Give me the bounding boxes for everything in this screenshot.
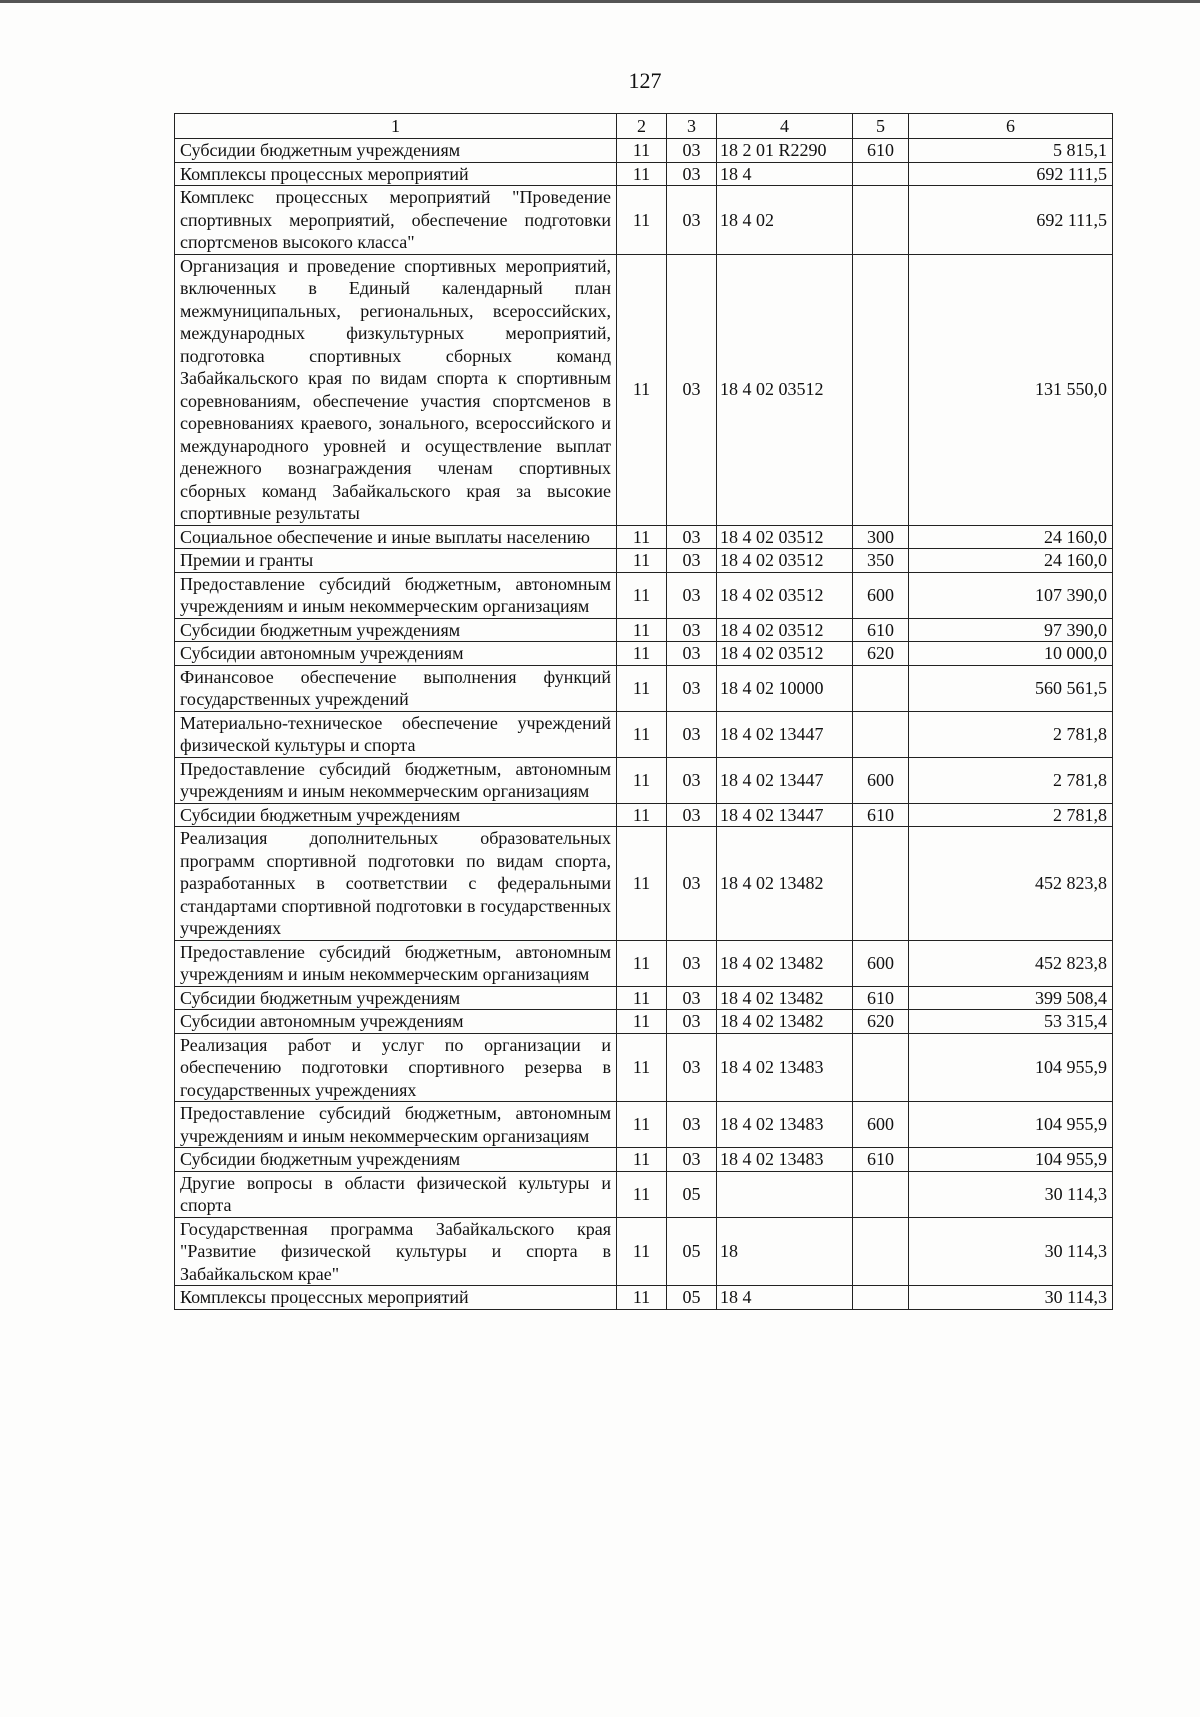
row-subsection: 03	[667, 254, 717, 525]
table-row	[175, 986, 1113, 1010]
row-subsection: 03	[667, 1010, 717, 1034]
row-expense-type	[853, 186, 909, 255]
row-expense-type: 620	[853, 642, 909, 666]
table-row	[175, 940, 1113, 986]
row-section: 11	[617, 803, 667, 827]
row-target-code: 18	[717, 1217, 853, 1286]
row-target-code: 18 4 02 03512	[717, 525, 853, 549]
row-section: 11	[617, 139, 667, 163]
row-expense-type: 610	[853, 1148, 909, 1172]
row-subsection: 05	[667, 1171, 717, 1217]
row-name: Субсидии бюджетным учреждениям	[175, 1148, 617, 1172]
row-subsection: 03	[667, 1033, 717, 1102]
row-amount: 5 815,1	[909, 139, 1113, 163]
row-amount: 2 781,8	[909, 803, 1113, 827]
table-header-row	[175, 114, 1113, 139]
row-target-code: 18 4 02 13447	[717, 803, 853, 827]
row-subsection: 05	[667, 1286, 717, 1310]
row-expense-type	[853, 1217, 909, 1286]
row-section: 11	[617, 186, 667, 255]
row-expense-type: 620	[853, 1010, 909, 1034]
row-name: Предоставление субсидий бюджетным, автономным учреждениям и иным некоммерческим организациям	[175, 940, 617, 986]
row-amount: 24 160,0	[909, 525, 1113, 549]
row-expense-type: 600	[853, 757, 909, 803]
row-subsection: 03	[667, 549, 717, 573]
row-subsection: 03	[667, 803, 717, 827]
row-section: 11	[617, 618, 667, 642]
row-expense-type	[853, 665, 909, 711]
row-expense-type: 600	[853, 572, 909, 618]
row-name: Субсидии бюджетным учреждениям	[175, 986, 617, 1010]
table-row	[175, 1171, 1113, 1217]
row-section: 11	[617, 1171, 667, 1217]
row-target-code: 18 4 02 10000	[717, 665, 853, 711]
row-expense-type	[853, 1286, 909, 1310]
row-subsection: 03	[667, 940, 717, 986]
row-section: 11	[617, 1033, 667, 1102]
table-row	[175, 525, 1113, 549]
row-target-code: 18 4 02	[717, 186, 853, 255]
row-target-code: 18 4 02 13483	[717, 1148, 853, 1172]
row-target-code: 18 4 02 13482	[717, 940, 853, 986]
row-section: 11	[617, 642, 667, 666]
table-row	[175, 572, 1113, 618]
row-target-code: 18 4 02 13447	[717, 711, 853, 757]
row-section: 11	[617, 940, 667, 986]
row-name: Реализация работ и услуг по организации и обеспечению подготовки спортивного резерва в государственных учреждениях	[175, 1033, 617, 1102]
row-expense-type: 600	[853, 940, 909, 986]
row-subsection: 03	[667, 711, 717, 757]
column-header-amount: 6	[909, 114, 1113, 139]
table-row	[175, 618, 1113, 642]
row-target-code: 18 4 02 13482	[717, 1010, 853, 1034]
row-expense-type: 610	[853, 618, 909, 642]
row-amount: 24 160,0	[909, 549, 1113, 573]
row-amount: 10 000,0	[909, 642, 1113, 666]
row-name: Субсидии бюджетным учреждениям	[175, 618, 617, 642]
column-header-subsection: 3	[667, 114, 717, 139]
row-section: 11	[617, 1286, 667, 1310]
row-amount: 104 955,9	[909, 1148, 1113, 1172]
row-name: Комплексы процессных мероприятий	[175, 162, 617, 186]
row-amount: 131 550,0	[909, 254, 1113, 525]
row-amount: 399 508,4	[909, 986, 1113, 1010]
page-top-edge	[0, 0, 1200, 3]
row-expense-type	[853, 1171, 909, 1217]
row-section: 11	[617, 525, 667, 549]
row-amount: 452 823,8	[909, 827, 1113, 941]
row-target-code: 18 4	[717, 1286, 853, 1310]
row-amount: 107 390,0	[909, 572, 1113, 618]
row-expense-type: 600	[853, 1102, 909, 1148]
row-amount: 104 955,9	[909, 1033, 1113, 1102]
row-expense-type: 610	[853, 139, 909, 163]
row-target-code: 18 4 02 13482	[717, 986, 853, 1010]
row-subsection: 03	[667, 1102, 717, 1148]
row-amount: 30 114,3	[909, 1171, 1113, 1217]
row-section: 11	[617, 254, 667, 525]
row-amount: 560 561,5	[909, 665, 1113, 711]
row-target-code: 18 4 02 03512	[717, 572, 853, 618]
row-section: 11	[617, 711, 667, 757]
row-target-code: 18 4 02 13483	[717, 1102, 853, 1148]
row-name: Другие вопросы в области физической культуры и спорта	[175, 1171, 617, 1217]
row-expense-type: 610	[853, 986, 909, 1010]
row-name: Организация и проведение спортивных мероприятий, включенных в Единый календарный план межмуниципальных, региональных, всероссийских, международных физкультурных мероприятий, подготовка спортивных сборных команд Забайкальского края по видам спорта к спортивным соревнованиям, обеспечение участия спортсменов в соревнованиях краевого, зонального, всероссийского и международного уровней и осуществление выплат денежного вознаграждения членам спортивных сборных команд Забайкальского края за высокие спортивные результаты	[175, 254, 617, 525]
row-name: Государственная программа Забайкальского края "Развитие физической культуры и спорта в Забайкальском крае"	[175, 1217, 617, 1286]
row-amount: 30 114,3	[909, 1286, 1113, 1310]
row-name: Материально-техническое обеспечение учреждений физической культуры и спорта	[175, 711, 617, 757]
budget-table	[174, 113, 1113, 1310]
row-amount: 53 315,4	[909, 1010, 1113, 1034]
table-row	[175, 139, 1113, 163]
row-expense-type	[853, 254, 909, 525]
row-target-code: 18 4 02 03512	[717, 549, 853, 573]
row-name: Реализация дополнительных образовательных программ спортивной подготовки по видам спорта, разработанных в соответствии с федеральными стандартами спортивной подготовки в государственных учреждениях	[175, 827, 617, 941]
table-row	[175, 1102, 1113, 1148]
row-name: Предоставление субсидий бюджетным, автономным учреждениям и иным некоммерческим организациям	[175, 1102, 617, 1148]
row-target-code: 18 4 02 13447	[717, 757, 853, 803]
row-amount: 452 823,8	[909, 940, 1113, 986]
row-amount: 692 111,5	[909, 162, 1113, 186]
table-row	[175, 1033, 1113, 1102]
row-name: Финансовое обеспечение выполнения функций государственных учреждений	[175, 665, 617, 711]
row-section: 11	[617, 757, 667, 803]
row-expense-type	[853, 1033, 909, 1102]
row-name: Социальное обеспечение и иные выплаты населению	[175, 525, 617, 549]
row-subsection: 03	[667, 757, 717, 803]
row-target-code: 18 4 02 03512	[717, 642, 853, 666]
column-header-expense-type: 5	[853, 114, 909, 139]
row-subsection: 03	[667, 986, 717, 1010]
table-row	[175, 1217, 1113, 1286]
row-subsection: 03	[667, 618, 717, 642]
row-subsection: 03	[667, 665, 717, 711]
row-subsection: 03	[667, 642, 717, 666]
row-target-code: 18 4 02 03512	[717, 618, 853, 642]
table-row	[175, 711, 1113, 757]
row-target-code: 18 4	[717, 162, 853, 186]
row-name: Субсидии бюджетным учреждениям	[175, 139, 617, 163]
row-subsection: 03	[667, 162, 717, 186]
row-expense-type: 300	[853, 525, 909, 549]
table-row	[175, 827, 1113, 941]
row-name: Субсидии бюджетным учреждениям	[175, 803, 617, 827]
row-target-code: 18 4 02 13482	[717, 827, 853, 941]
table-row	[175, 803, 1113, 827]
row-section: 11	[617, 549, 667, 573]
row-section: 11	[617, 1102, 667, 1148]
row-amount: 2 781,8	[909, 711, 1113, 757]
row-section: 11	[617, 827, 667, 941]
row-amount: 104 955,9	[909, 1102, 1113, 1148]
row-target-code	[717, 1171, 853, 1217]
row-expense-type	[853, 711, 909, 757]
row-target-code: 18 4 02 03512	[717, 254, 853, 525]
row-section: 11	[617, 1217, 667, 1286]
page-number: 127	[628, 68, 662, 93]
row-name: Предоставление субсидий бюджетным, автономным учреждениям и иным некоммерческим организациям	[175, 572, 617, 618]
table-row	[175, 757, 1113, 803]
row-section: 11	[617, 572, 667, 618]
table-row	[175, 665, 1113, 711]
row-name: Премии и гранты	[175, 549, 617, 573]
table-row	[175, 254, 1113, 525]
table-row	[175, 1010, 1113, 1034]
table-row	[175, 186, 1113, 255]
row-expense-type	[853, 162, 909, 186]
row-section: 11	[617, 1010, 667, 1034]
row-section: 11	[617, 1148, 667, 1172]
row-amount: 30 114,3	[909, 1217, 1113, 1286]
column-header-name: 1	[175, 114, 617, 139]
table-body	[175, 139, 1113, 1310]
row-name: Комплексы процессных мероприятий	[175, 1286, 617, 1310]
row-amount: 97 390,0	[909, 618, 1113, 642]
row-subsection: 03	[667, 1148, 717, 1172]
row-amount: 692 111,5	[909, 186, 1113, 255]
row-subsection: 03	[667, 827, 717, 941]
row-subsection: 05	[667, 1217, 717, 1286]
row-target-code: 18 4 02 13483	[717, 1033, 853, 1102]
row-section: 11	[617, 986, 667, 1010]
column-header-target-code: 4	[717, 114, 853, 139]
table-row	[175, 162, 1113, 186]
row-expense-type: 610	[853, 803, 909, 827]
row-subsection: 03	[667, 572, 717, 618]
table-row	[175, 642, 1113, 666]
row-subsection: 03	[667, 525, 717, 549]
row-name: Комплекс процессных мероприятий "Проведение спортивных мероприятий, обеспечение подготовки спортсменов высокого класса"	[175, 186, 617, 255]
row-target-code: 18 2 01 R2290	[717, 139, 853, 163]
row-section: 11	[617, 665, 667, 711]
table-row	[175, 1286, 1113, 1310]
column-header-section: 2	[617, 114, 667, 139]
row-subsection: 03	[667, 186, 717, 255]
row-name: Субсидии автономным учреждениям	[175, 642, 617, 666]
row-section: 11	[617, 162, 667, 186]
table-row	[175, 549, 1113, 573]
row-amount: 2 781,8	[909, 757, 1113, 803]
row-name: Субсидии автономным учреждениям	[175, 1010, 617, 1034]
row-subsection: 03	[667, 139, 717, 163]
row-expense-type	[853, 827, 909, 941]
row-name: Предоставление субсидий бюджетным, автономным учреждениям и иным некоммерческим организациям	[175, 757, 617, 803]
row-expense-type: 350	[853, 549, 909, 573]
table-row	[175, 1148, 1113, 1172]
